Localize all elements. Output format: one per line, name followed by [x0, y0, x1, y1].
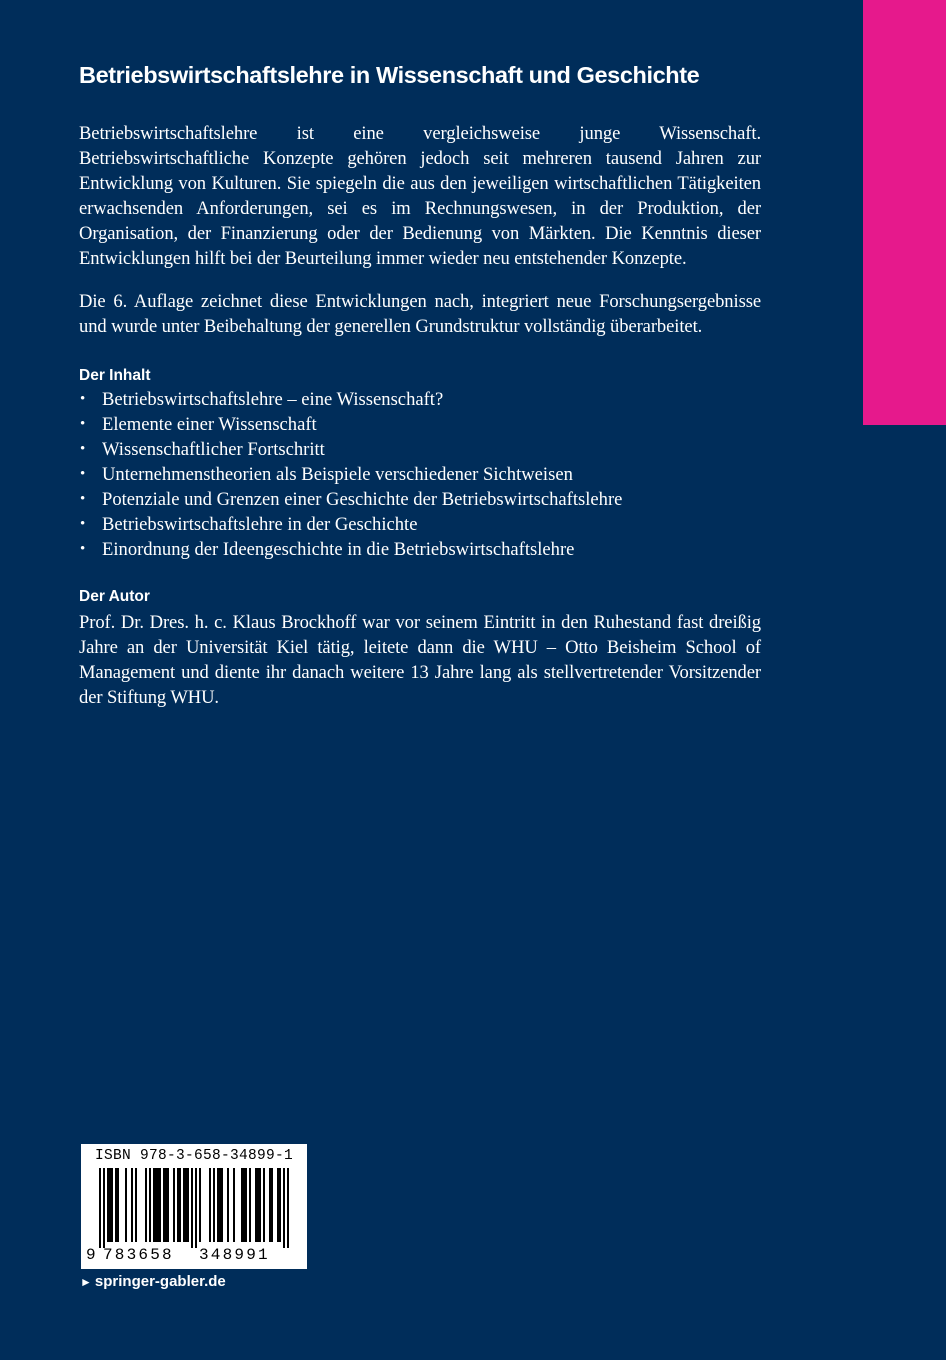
isbn-barcode — [81, 1144, 307, 1269]
bullet-icon: • — [80, 466, 86, 482]
barcode-bar — [227, 1168, 229, 1242]
barcode-bar — [163, 1168, 165, 1242]
play-arrow-icon: ► — [80, 1275, 92, 1289]
barcode-bar — [131, 1168, 133, 1242]
isbn-label: ISBN 978-3-658-34899-1 — [94, 1148, 294, 1164]
barcode-bar — [249, 1168, 251, 1242]
barcode-bar — [115, 1168, 117, 1242]
barcode-bar — [245, 1168, 247, 1242]
barcode-bar — [233, 1168, 235, 1242]
barcode-bar — [187, 1168, 189, 1242]
contents-heading: Der Inhalt — [79, 367, 151, 384]
list-item: • Potenziale und Grenzen einer Geschichte der Betriebswirtschaftslehre — [80, 489, 623, 510]
barcode-bar — [135, 1168, 137, 1242]
list-item: • Wissenschaftlicher Fortschritt — [80, 439, 325, 460]
ean-left-group: 783658 — [103, 1246, 174, 1264]
barcode-bar — [99, 1168, 101, 1248]
list-item: • Einordnung der Ideengeschichte in die Betriebswirtschaftslehre — [80, 539, 575, 560]
barcode-bar — [195, 1168, 197, 1248]
barcode-bar — [177, 1168, 179, 1242]
barcode-bars — [89, 1168, 299, 1248]
barcode-bar — [111, 1168, 113, 1242]
barcode-bar — [263, 1168, 265, 1242]
barcode-bar — [199, 1168, 201, 1242]
website-url: springer-gabler.de — [94, 1273, 226, 1290]
barcode-bar — [165, 1168, 167, 1242]
author-bio: Prof. Dr. Dres. h. c. Klaus Brockhoff war vor seinem Eintritt in den Ruhestand fast dreißig Jahre an der Universität Kiel tätig, leitete dann die WHU – Otto Beisheim School of Management und diente ihr danach weitere 13 Jahre lang als stellvertretender Vorsitzender der Stiftung WHU. — [79, 612, 761, 708]
bullet-icon: • — [80, 491, 86, 507]
barcode-bar — [159, 1168, 161, 1242]
barcode-bar — [185, 1168, 187, 1242]
contents-list — [79, 387, 761, 562]
list-item: • Unternehmenstheorien als Beispiele verschiedener Sichtweisen — [80, 464, 573, 485]
barcode-bar — [279, 1168, 281, 1242]
barcode-bar — [183, 1168, 185, 1242]
barcode-bar — [125, 1168, 127, 1242]
barcode-bar — [269, 1168, 271, 1242]
barcode-bar — [259, 1168, 261, 1242]
barcode-bar — [283, 1168, 285, 1248]
barcode-bar — [287, 1168, 289, 1248]
barcode-bar — [167, 1168, 169, 1242]
barcode-bar — [277, 1168, 279, 1242]
barcode-bar — [155, 1168, 157, 1242]
barcode-bar — [255, 1168, 257, 1242]
book-title: Betriebswirtschaftslehre in Wissenschaft und Geschichte — [79, 62, 700, 88]
barcode-bar — [243, 1168, 245, 1242]
barcode-bar — [217, 1168, 219, 1242]
barcode-bar — [241, 1168, 243, 1242]
bullet-icon: • — [80, 416, 86, 432]
accent-bar — [863, 0, 946, 425]
barcode-bar — [149, 1168, 151, 1242]
author-heading: Der Autor — [79, 588, 150, 605]
barcode-bar — [157, 1168, 159, 1242]
description-paragraph-2: Die 6. Auflage zeichnet diese Entwicklungen nach, integriert neue Forschungsergebnisse und wurde unter Beibehaltung der generellen Grundstruktur vollständig überarbeitet. — [79, 291, 761, 337]
barcode-bar — [191, 1168, 193, 1248]
barcode-bar — [103, 1168, 105, 1248]
barcode-bar — [109, 1168, 111, 1242]
bullet-icon: • — [80, 391, 86, 407]
barcode-bar — [173, 1168, 175, 1242]
publisher-website[interactable] — [80, 1273, 226, 1290]
back-cover-content — [79, 60, 761, 710]
bullet-icon: • — [80, 516, 86, 532]
barcode-bar — [107, 1168, 109, 1242]
bullet-icon: • — [80, 541, 86, 557]
barcode-bar — [145, 1168, 147, 1242]
ean-right-group: 348991 — [199, 1246, 270, 1264]
bullet-icon: • — [80, 441, 86, 457]
list-item: • Betriebswirtschaftslehre in der Geschichte — [80, 514, 418, 535]
barcode-bar — [257, 1168, 259, 1242]
barcode-bar — [271, 1168, 273, 1242]
barcode-bar — [117, 1168, 119, 1242]
barcode-bar — [219, 1168, 221, 1242]
barcode-bar — [153, 1168, 155, 1242]
barcode-bar — [209, 1168, 211, 1242]
list-item: • Elemente einer Wissenschaft — [80, 414, 317, 435]
barcode-bar — [179, 1168, 181, 1242]
description-paragraph-1: Betriebswirtschaftslehre ist eine vergleichsweise junge Wissenschaft. Betriebswirtschaftliche Konzepte gehören jedoch seit mehreren tausend Jahren zur Entwicklung von Kulturen. Sie spiegeln die aus den jeweiligen wirtschaftlichen Tätigkeiten erwachsenden Anforderungen, sei es im Rechnungswesen, in der Produktion, der Organisation, der Finanzierung oder der Bedienung von Märkten. Die Kenntnis dieser Entwicklungen hilft bei der Beurteilung immer wieder neu entstehender Konzepte. — [79, 123, 761, 269]
list-item: • Betriebswirtschaftslehre – eine Wissenschaft? — [80, 389, 444, 410]
barcode-bar — [213, 1168, 215, 1242]
barcode-bar — [221, 1168, 223, 1242]
ean-first-digit: 9 — [86, 1246, 96, 1264]
